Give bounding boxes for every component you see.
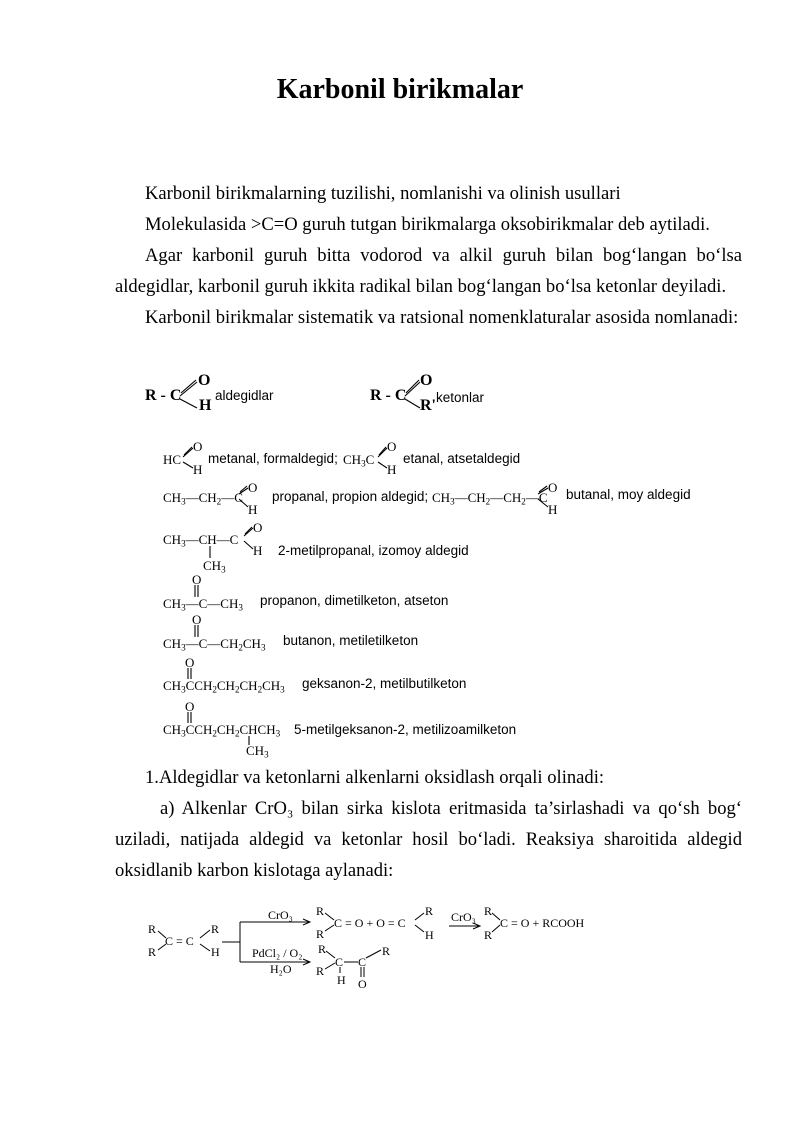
aldehyde-label: aldegidlar [215, 388, 274, 403]
metilpropanal-name: 2-metilpropanal, izomoy aldegid [278, 543, 469, 558]
reagent-water: H₂O [270, 962, 292, 976]
definition-paragraph: Molekulasida >C=O guruh tutgan birikmalarga oksobirikmalar deb aytiladi. [145, 214, 710, 235]
butanon-name: butanon, metiletilketon [283, 633, 419, 648]
aldehyde-ketone-paragraph: Agar karbonil guruh bitta vodorod va alkil guruh bilan bog‘langan bo‘lsa aldegidlar, karbonil guruh ikkita radikal bilan bog‘langan bo‘lsa ketonlar deyiladi. [115, 245, 742, 297]
nomenclature-paragraph: Karbonil birikmalar sistematik va ratsional nomenklaturalar asosida nomlanadi: [145, 307, 739, 328]
butanal-name: butanal, moy aldegid [566, 487, 691, 502]
oxidation-paragraph: a) Alkenlar CrO₃ bilan sirka kislota eritmasida ta’sirlashadi va qo‘sh bog‘ uziladi, natijada aldegid va ketonlar hosil bo‘ladi. Reaksiya sharoitida aldegid oksidlanib karbon kislotaga aylanadi: [115, 798, 742, 881]
metanal-name: metanal, formaldegid; [208, 451, 338, 466]
etanal-name: etanal, atsetaldegid [403, 451, 521, 466]
page-title: Karbonil birikmalar [276, 74, 524, 105]
ketone-label: ketonlar [436, 390, 485, 405]
propanon-name: propanon, dimetilketon, atseton [260, 593, 449, 608]
reagent-pdcl2: PdCl₂ / O₂ [252, 946, 303, 960]
metilgeksanon-name: 5-metilgeksanon-2, metilizoamilketon [294, 722, 517, 737]
product-tail: C = O + RCOOH [500, 916, 585, 930]
method-heading: 1.Aldegidlar va ketonlarni alkenlarni oksidlash orqali olinadi: [145, 767, 605, 788]
propanal-name: propanal, propion aldegid; [272, 489, 429, 504]
geksanon-name: geksanon-2, metilbutilketon [302, 676, 467, 691]
reagent-cro3: CrO₃ [268, 908, 293, 922]
reagent-cro3-second: CrO₃ [451, 910, 476, 924]
section-heading: Karbonil birikmalarning tuzilishi, nomlanishi va olinish usullari [145, 183, 621, 204]
